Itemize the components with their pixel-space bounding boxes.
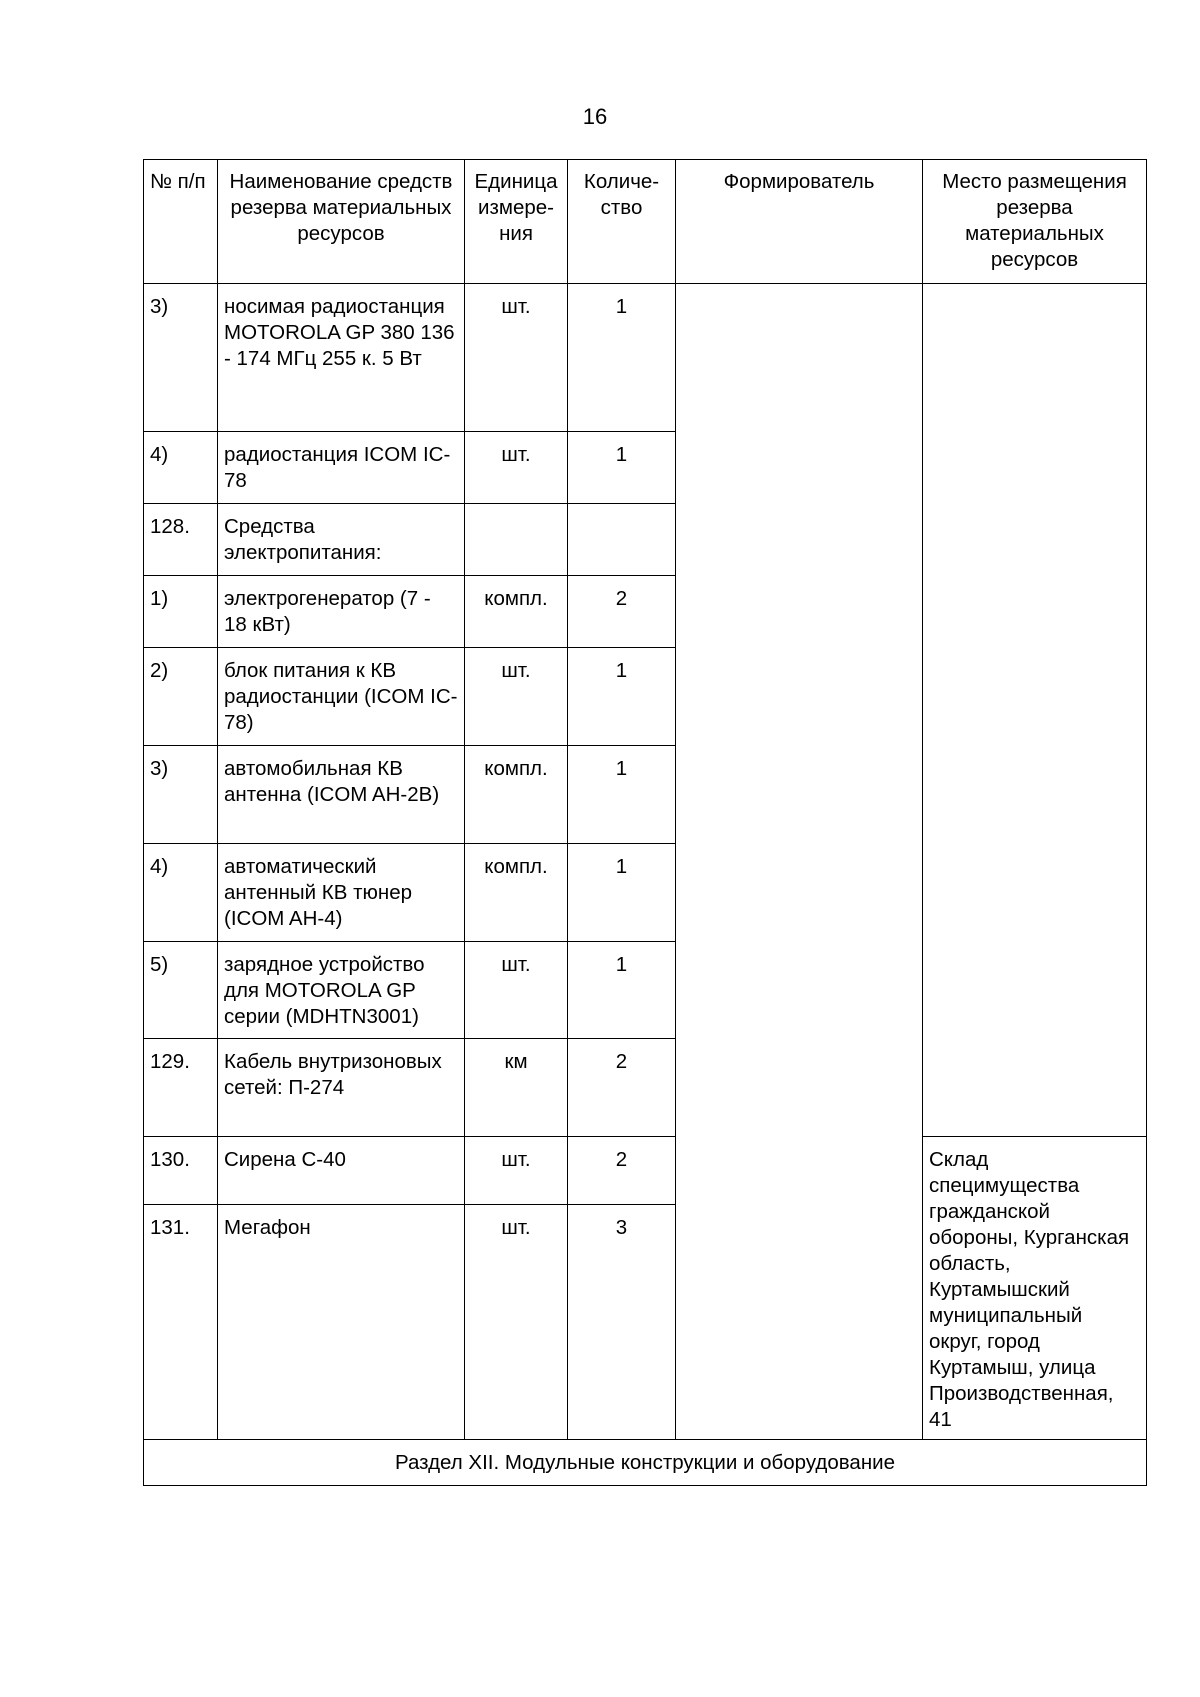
row-num: 4)	[144, 432, 218, 504]
row-unit: шт.	[465, 284, 568, 432]
row-qty: 3	[568, 1205, 676, 1440]
section-title: Раздел XII. Модульные конструкции и оборудование	[144, 1440, 1147, 1486]
row-qty: 1	[568, 432, 676, 504]
row-num: 128.	[144, 504, 218, 576]
row-unit: компл.	[465, 576, 568, 648]
row-num: 5)	[144, 942, 218, 1039]
header-num: № п/п	[144, 160, 218, 284]
place-upper-cell	[923, 284, 1147, 1137]
row-name: радиостанция ICOM IC-78	[218, 432, 465, 504]
row-num: 129.	[144, 1039, 218, 1137]
row-qty: 1	[568, 844, 676, 942]
row-unit	[465, 504, 568, 576]
row-unit: компл.	[465, 746, 568, 844]
row-name: Кабель внутризоновых сетей: П-274	[218, 1039, 465, 1137]
row-name: зарядное устройство для MOTOROLA GP серии (MDHTN3001)	[218, 942, 465, 1039]
row-num: 131.	[144, 1205, 218, 1440]
row-qty: 1	[568, 942, 676, 1039]
row-qty: 1	[568, 648, 676, 746]
row-unit: шт.	[465, 1137, 568, 1205]
row-name: Средства электропитания:	[218, 504, 465, 576]
row-unit: компл.	[465, 844, 568, 942]
row-unit: шт.	[465, 1205, 568, 1440]
row-name: блок питания к КВ радиостанции (ICOM IC-78)	[218, 648, 465, 746]
table-row	[144, 284, 1147, 432]
row-name: Мегафон	[218, 1205, 465, 1440]
row-name: электрогенератор (7 - 18 кВт)	[218, 576, 465, 648]
row-qty: 2	[568, 576, 676, 648]
place-lower-cell: Склад специмущества гражданской обороны, Курганская область, Куртамышский муниципальный округ, город Куртамыш, улица Производственная, 41	[923, 1137, 1147, 1440]
row-num: 1)	[144, 576, 218, 648]
header-qty: Количе-ство	[568, 160, 676, 284]
header-unit: Единица измере-ния	[465, 160, 568, 284]
row-name: носимая радиостанция MOTOROLA GP 380 136 - 174 МГц 255 к. 5 Вт	[218, 284, 465, 432]
row-qty	[568, 504, 676, 576]
former-cell	[676, 284, 923, 1440]
row-unit: шт.	[465, 432, 568, 504]
row-num: 130.	[144, 1137, 218, 1205]
row-num: 3)	[144, 746, 218, 844]
row-name: автоматический антенный КВ тюнер (ICOM AH-4)	[218, 844, 465, 942]
header-name: Наименование средств резерва материальных ресурсов	[218, 160, 465, 284]
header-former: Формирователь	[676, 160, 923, 284]
row-num: 4)	[144, 844, 218, 942]
table-row	[144, 1137, 1147, 1205]
reserve-table	[143, 159, 1147, 1486]
row-qty: 2	[568, 1039, 676, 1137]
header-row	[144, 160, 1147, 284]
row-name: Сирена С-40	[218, 1137, 465, 1205]
row-unit: км	[465, 1039, 568, 1137]
header-place: Место размещения резерва материальных ресурсов	[923, 160, 1147, 284]
row-num: 3)	[144, 284, 218, 432]
row-qty: 2	[568, 1137, 676, 1205]
row-qty: 1	[568, 746, 676, 844]
page-number: 16	[582, 104, 608, 129]
row-qty: 1	[568, 284, 676, 432]
row-num: 2)	[144, 648, 218, 746]
row-unit: шт.	[465, 942, 568, 1039]
section-row	[144, 1440, 1147, 1486]
row-unit: шт.	[465, 648, 568, 746]
row-name: автомобильная КВ антенна (ICOM AH-2B)	[218, 746, 465, 844]
